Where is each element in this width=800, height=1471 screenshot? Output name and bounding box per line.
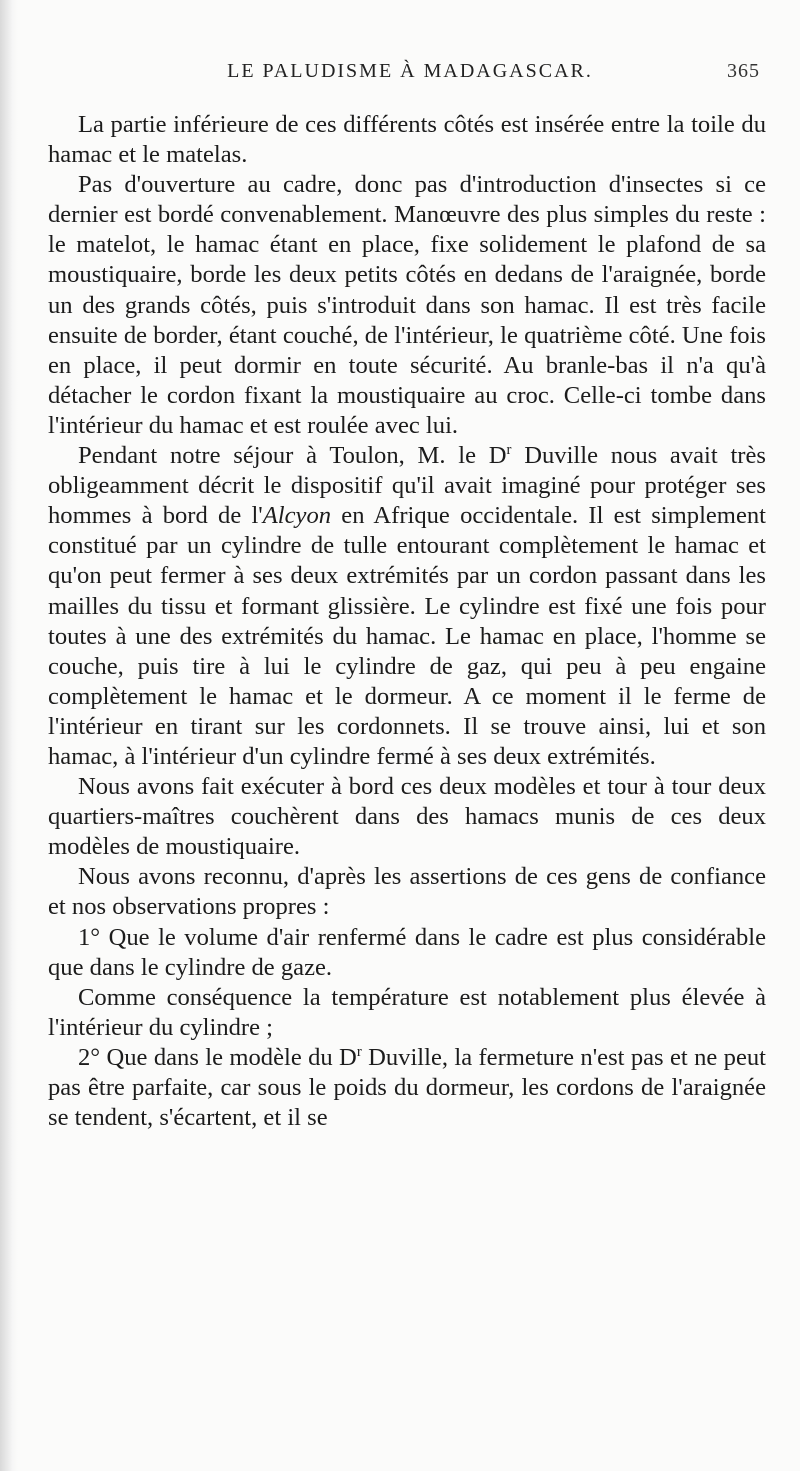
ship-name: Alcyon — [262, 502, 332, 530]
scan-edge-shadow — [0, 0, 18, 1471]
paragraph: Comme conséquence la température est notablement plus élevée à l'intérieur du cylindre ; — [48, 983, 766, 1041]
paragraph: Pas d'ouverture au cadre, donc pas d'introduction d'insectes si ce dernier est bordé convenablement. Manœuvre des plus simples du reste : le matelot, le hamac étant en place, fixe solidement le plafond de sa moustiquaire, borde les deux petits côtés en dedans de l'araignée, borde un des grands côtés, puis s'introduit dans son hamac. Il est très facile ensuite de border, étant couché, de l'intérieur, le quatrième côté. Une fois en place, il peut dormir en toute sécurité. Au branle-bas il n'a qu'à détacher le cordon fixant la moustiquaire au croc. Celle-ci tombe dans l'intérieur du hamac et est roulée avec lui. — [48, 171, 766, 439]
paragraph-text: 2° Que dans le modèle du D — [78, 1043, 357, 1071]
paragraph: La partie inférieure de ces différents côtés est insérée entre la toile du hamac et le matelas. — [48, 111, 766, 169]
paragraph-text: en Afrique occidentale. Il est simplement constitué par un cylindre de tulle entourant complètement le hamac et qu'on peut fermer à ses deux extrémités par un cordon passant dans les mailles du tissu et formant glissière. Le cylindre est fixé une fois pour toutes à une des extrémités du hamac. Le hamac en place, l'homme se couche, puis tire à lui le cylindre de gaz, qui peu à peu engaine complètement le hamac et le dormeur. A ce moment il le ferme de l'intérieur en tirant sur les cordonnets. Il se trouve ainsi, lui et son hamac, à l'intérieur d'un cylindre fermé à ses deux extrémités. — [48, 502, 766, 770]
paragraph-text: Duville, la fermeture n'est pas et ne peut pas être parfaite, car sous le poids du dormeur, les cordons de l'araignée se tendent, s'écartent, et il se — [48, 1043, 766, 1132]
paragraph: Nous avons fait exécuter à bord ces deux modèles et tour à tour deux quartiers-maîtres couchèrent dans des hamacs munis de ces deux modèles de moustiquaire. — [48, 773, 766, 861]
paragraph: 1° Que le volume d'air renfermé dans le cadre est plus considérable que dans le cylindre de gaze. — [48, 923, 766, 981]
page-number: 365 — [727, 60, 760, 82]
paragraph-text: Pendant notre séjour à Toulon, M. le D — [78, 442, 507, 470]
body-text — [48, 110, 766, 1133]
page-header — [50, 56, 770, 96]
paragraph-text: Duville nous avait très obligeamment décrit le dispositif qu'il avait imaginé pour protéger ses hommes à bord de l' — [48, 442, 766, 530]
superscript: r — [506, 441, 512, 458]
superscript: r — [356, 1043, 362, 1060]
paragraph — [48, 441, 766, 772]
paragraph — [48, 1043, 766, 1133]
running-title: LE PALUDISME À MADAGASCAR. — [227, 60, 593, 82]
paragraph: Nous avons reconnu, d'après les assertions de ces gens de confiance et nos observations propres : — [48, 863, 766, 921]
